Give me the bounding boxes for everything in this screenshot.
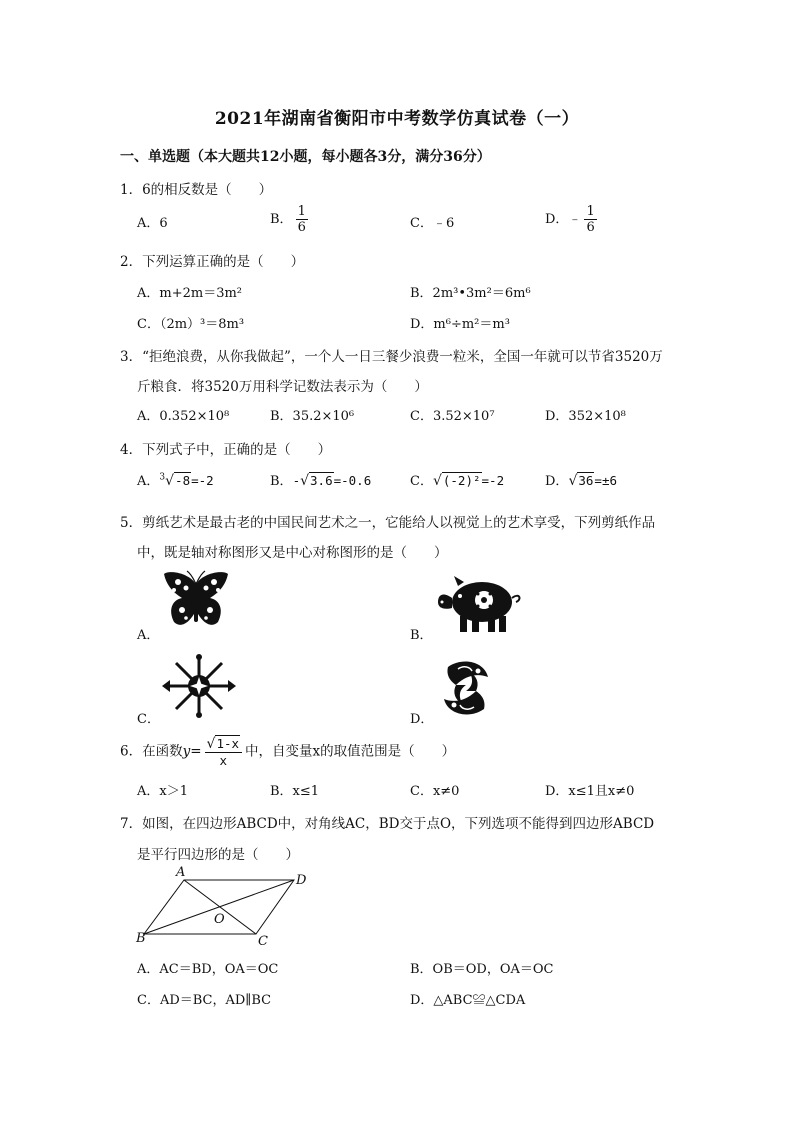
q4-stem: 4．下列式子中，正确的是（ ） — [120, 442, 332, 458]
q1-stem: 1．6的相反数是（ ） — [120, 182, 273, 198]
q6-option-b: B．x≤1 — [270, 784, 320, 799]
q3-option-b: B．35.2×10⁶ — [270, 409, 355, 424]
q4-option-b: B．-√3.6=-0.6 — [270, 473, 372, 489]
fish-papercut-image — [438, 655, 494, 721]
center-label-o: O — [214, 912, 225, 927]
q4-option-d: D．√36=±6 — [545, 473, 617, 489]
q2-option-a: A．m+2m＝3m² — [137, 286, 243, 301]
q1-d-fraction: $\frac{1}{6}$ — [586, 204, 595, 235]
q5-line1: 5．剪纸艺术是最古老的中国民间艺术之一，它能给人以视觉上的艺术享受，下列剪纸作品 — [120, 515, 656, 531]
exam-title: 2021年湖南省衡阳市中考数学仿真试卷（一） — [214, 109, 580, 129]
q3-option-d: D．352×10⁸ — [545, 409, 626, 424]
q7-option-b: B．OB＝OD，OA＝OC — [410, 962, 554, 977]
q1-option-b: B． $\frac{1}{6}$ — [270, 204, 306, 235]
q2-option-d: D．m⁶÷m²＝m³ — [410, 317, 510, 332]
q2-stem: 2．下列运算正确的是（ ） — [120, 254, 305, 270]
q6-option-a: A．x＞1 — [137, 784, 188, 799]
q3-line1: 3．“拒绝浪费，从你我做起”，一个人一日三餐少浪费一粒米，全国一年就可以节省3520万 — [120, 349, 663, 365]
vertex-label-b: B — [136, 931, 146, 946]
q5-option-d: D． — [410, 712, 434, 727]
q2-option-c: C．（2m）³＝8m³ — [137, 317, 245, 332]
q6-fraction: $\frac{√1-x}{x}$ — [205, 736, 243, 768]
parallelogram-diagram — [134, 864, 314, 948]
vertex-label-c: C — [258, 934, 268, 948]
q4-option-c: C．√(-2)²=-2 — [410, 473, 505, 489]
q7-option-d: D．△ABC≌△CDA — [410, 993, 526, 1008]
q5-line2: 中，既是轴对称图形又是中心对称图形的是（ ） — [137, 545, 448, 561]
q2-option-b: B．2m³•3m²＝6m⁶ — [410, 286, 531, 301]
q1-option-a: A．6 — [137, 216, 168, 231]
butterfly-papercut-image — [162, 570, 230, 632]
q5-option-c: C． — [137, 712, 160, 727]
q1-b-fraction: $\frac{1}{6}$ — [297, 204, 306, 235]
vertex-label-a: A — [176, 865, 186, 880]
q3-option-c: C．3.52×10⁷ — [410, 409, 495, 424]
q4-option-a: A．$^3$√-8=-2 — [137, 472, 214, 489]
q6-stem: 6．在函数y= $\frac{√1-x}{x}$ 中，自变量x的取值范围是（ ） — [120, 736, 456, 768]
section-heading: 一、单选题（本大题共12小题，每小题各3分，满分36分） — [120, 149, 491, 165]
pig-papercut-image — [436, 572, 522, 636]
q6-option-c: C．x≠0 — [410, 784, 460, 799]
q7-line2: 是平行四边形的是（ ） — [137, 847, 299, 863]
q1-option-c: C．﹣6 — [410, 216, 455, 231]
q7-option-c: C．AD＝BC，AD∥BC — [137, 993, 272, 1008]
q5-option-a: A． — [137, 628, 160, 643]
q7-line1: 7．如图，在四边形ABCD中，对角线AC，BD交于点O，下列选项不能得到四边形ABCD — [120, 816, 655, 832]
q7-option-a: A．AC＝BD，OA＝OC — [137, 962, 279, 977]
vertex-label-d: D — [296, 873, 307, 888]
q5-option-b: B． — [410, 628, 433, 643]
q3-line2: 斤粮食．将3520万用科学记数法表示为（ ） — [137, 379, 428, 395]
snowflake-papercut-image — [160, 653, 238, 719]
q1-option-d: D．﹣ $\frac{1}{6}$ — [545, 204, 595, 235]
q3-option-a: A．0.352×10⁸ — [137, 409, 230, 424]
q6-option-d: D．x≤1且x≠0 — [545, 784, 635, 799]
